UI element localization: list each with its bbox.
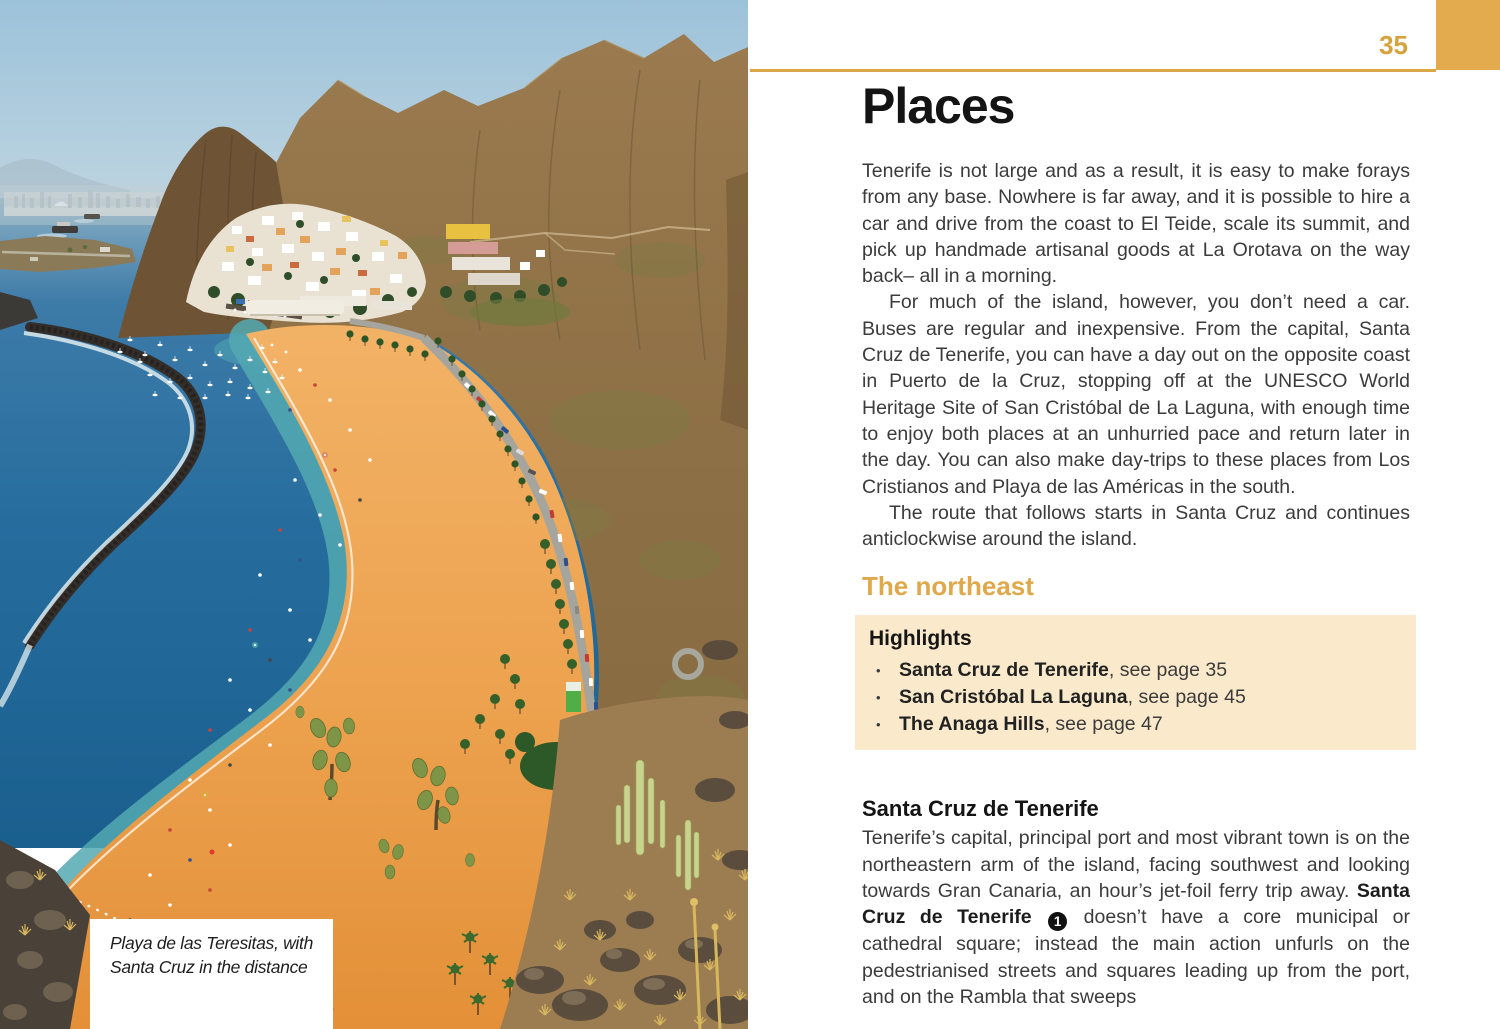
subsection-text-pre: Tenerife’s capital, principal port and most vibrant town is on the northeastern arm of the island, facing southwest and looking towards Gran Canaria, an hour’s jet-foil ferry trip away. bbox=[862, 827, 1410, 903]
highlight-suffix: , see page 47 bbox=[1044, 713, 1163, 736]
highlight-suffix: , see page 35 bbox=[1108, 659, 1228, 682]
highlight-name: Santa Cruz de Tenerife bbox=[899, 659, 1109, 682]
subsection-title: Santa Cruz de Tenerife bbox=[862, 796, 1099, 822]
highlight-item bbox=[869, 711, 1396, 738]
section-heading: The northeast bbox=[862, 571, 1034, 602]
highlight-suffix: , see page 45 bbox=[1127, 686, 1246, 709]
page-number: 35 bbox=[1379, 30, 1408, 60]
highlight-item bbox=[869, 657, 1396, 684]
highlights-title: Highlights bbox=[869, 627, 972, 651]
intro-paragraph-3: The route that follows starts in Santa Cruz and continues anticlockwise around the island. bbox=[862, 501, 1410, 551]
subsection-paragraph bbox=[862, 825, 1410, 1010]
photo-caption-line1: Playa de las Teresitas, with bbox=[110, 933, 314, 953]
subsection-bold-name: Santa Cruz de Tenerife bbox=[862, 880, 1410, 929]
subsection-text-post: doesn’t have a core municipal or cathedral square; instead the main action unfurls on the pedestrianised streets and squares leading up from the port, and on the Rambla that sweeps bbox=[862, 906, 1410, 1008]
photo-caption bbox=[90, 919, 333, 1029]
guide-page bbox=[748, 0, 1500, 1029]
teresitas-photo-illustration bbox=[0, 0, 748, 1029]
gold-corner-tab bbox=[1436, 0, 1500, 70]
page-content bbox=[862, 80, 1410, 1010]
map-marker-1-icon: 1 bbox=[1048, 912, 1067, 931]
highlights-box bbox=[855, 615, 1416, 750]
highlight-item bbox=[869, 684, 1396, 711]
beach-photo bbox=[0, 0, 748, 1029]
photo-caption-line2: Santa Cruz in the distance bbox=[110, 956, 308, 977]
highlight-name: San Cristóbal La Laguna bbox=[899, 686, 1128, 709]
gold-rule bbox=[750, 69, 1436, 72]
page-title: Places bbox=[862, 78, 1015, 134]
intro-paragraph-2: For much of the island, however, you don’t need a car. Buses are regular and inexpensive. From the capital, Santa Cruz de Tenerife, you can have a day out on the opposite coast in Puerto de la Cruz, stopping off at the UNESCO World Heritage Site of San Cristóbal de La Laguna, with enough time to enjoy both places at an unhurried pace and return later in the day. You can also make day-trips to these places from Los Cristianos and Playa de las Américas in the south. bbox=[862, 291, 1410, 498]
intro-paragraph-1: Tenerife is not large and as a result, it is easy to make forays from any base. Nowhere is far away, and it is possible to hire a car and drive from the coast to El Teide, scale its summit, and pick up handmade artisanal goods at La Orotava on the way back– all in a morning. bbox=[862, 160, 1410, 288]
highlight-name: The Anaga Hills bbox=[899, 713, 1045, 736]
highlights-list bbox=[869, 657, 1396, 738]
